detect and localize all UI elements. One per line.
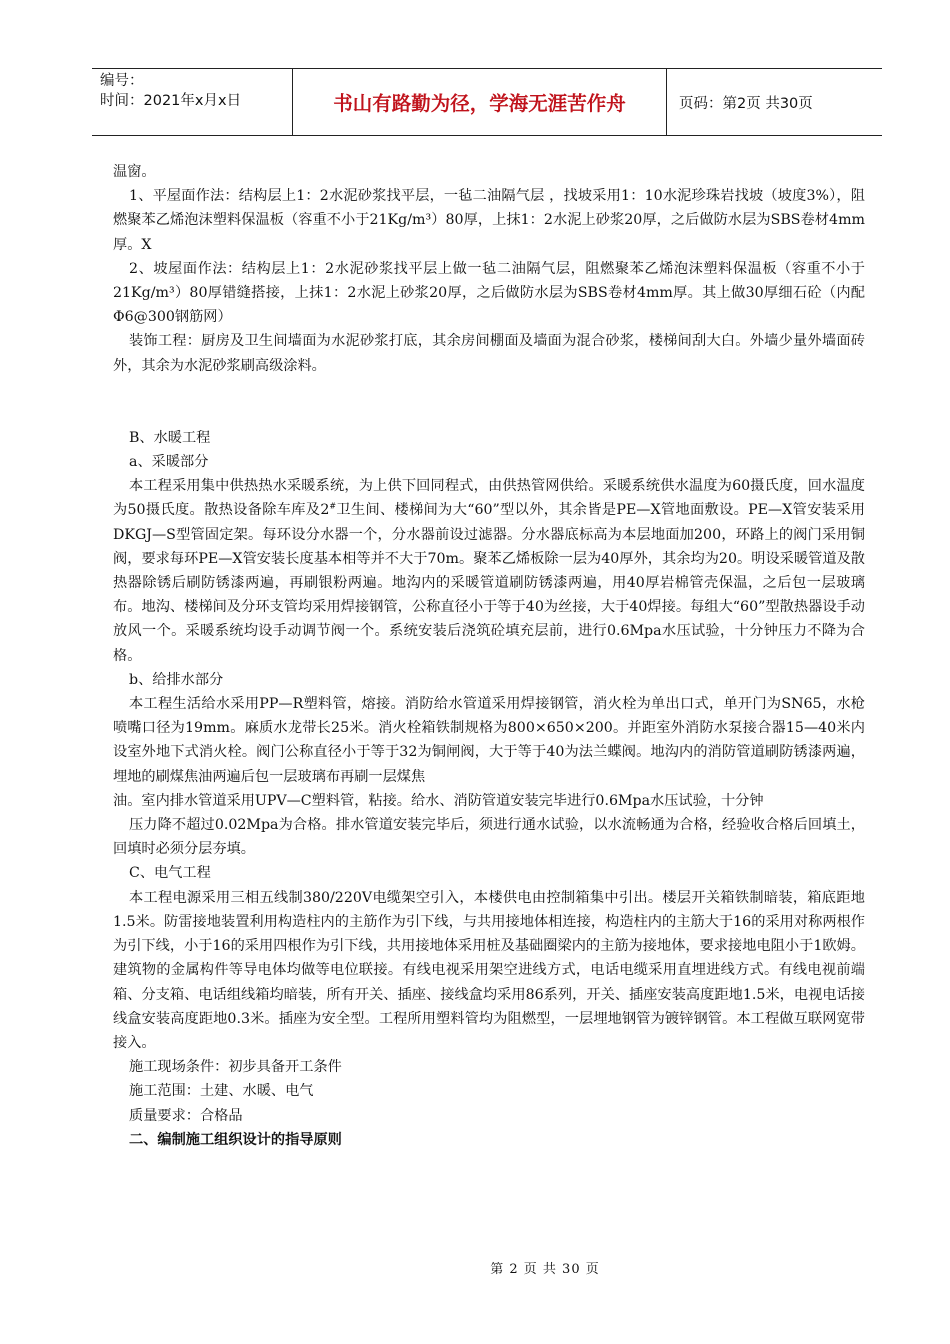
- document-body: [113, 160, 865, 1152]
- spacer: [113, 378, 865, 426]
- footer-page-number: 第 2 页 共 30 页: [490, 1262, 600, 1277]
- text-run: 本工程采用集中供热热水采暖系统，为上供下回同程式，由供热管网供给。采暖系统供水温度为60摄氏度，回水温度为50摄氏度。散热设备除车库及2: [113, 478, 865, 519]
- header-meta: [92, 69, 292, 135]
- text-run: 卫生间、楼梯间为大“60”型以外，其余皆是PE—X管地面敷设。PE—X管安装采用DKGJ—S型管固定架。每环设分水器一个，分水器前设过滤器。分水器底标高为本层地面加200，环路上的阀门采用铜阀，要求每环PE—X管安装长度基本相等并不大于70m。聚苯乙烯板除一层为40厚外，其余均为20。明设采暖管道及散热器除锈后刷防锈漆两遍，再刷银粉两遍。地沟内的采暖管道刷防锈漆两遍，用40厚岩棉管壳保温，之后包一层玻璃布。地沟、楼梯间及分环支管均采用焊接钢管，公称直径小于等于40为丝接，大于40焊接。每组大“60”型散热器设手动放风一个。采暖系统均设手动调节阀一个。系统安装后浇筑砼填充层前，进行0.6Mpa水压试验，十分钟压力不降为合格。: [113, 502, 865, 664]
- paragraph: 施工范围：土建、水暖、电气: [129, 1083, 314, 1100]
- section-heading: 二、编制施工组织设计的指导原则: [129, 1131, 342, 1148]
- time-label: 时间：2021年x月x日: [100, 93, 242, 109]
- paragraph: 油。室内排水管道采用UPV—C塑料管，粘接。给水、消防管道安装完毕进行0.6Mpa水压试验，十分钟: [113, 792, 764, 809]
- paragraph: 装饰工程：厨房及卫生间墙面为水泥砂浆打底，其余房间棚面及墙面为混合砂浆，楼梯间刮大白。外墙少量外墙面砖外，其余为水泥砂浆刷高级涂料。: [113, 333, 865, 374]
- paragraph: 质量要求：合格品: [129, 1107, 243, 1124]
- header-motto: 书山有路勤为径，学海无涯苦作舟: [292, 69, 667, 135]
- paragraph: 2、坡屋面作法：结构层上1：2水泥砂浆找平层上做一毡二油隔气层，阻燃聚苯乙烯泡沫塑料保温板（容重不小于21Kg/m³）80厚错缝搭接，上抹1：2水泥上砂浆20厚，之后做防水层为SBS卷材4mm厚。其上做30厚细石砼（内配Φ6@300钢筋网）: [113, 260, 865, 326]
- section-heading: C、电气工程: [129, 865, 211, 882]
- subsection-heading: b、给排水部分: [129, 671, 224, 688]
- paragraph: [113, 474, 865, 668]
- paragraph: 1、平屋面作法：结构层上1：2水泥砂浆找平层，一毡二油隔气层 ，找坡采用1：10水泥珍珠岩找坡（坡度3%），阻燃聚苯乙烯泡沫塑料保温板（容重不小于21Kg/m³）80厚，上抹1：2水泥上砂浆20厚，之后做防水层为SBS卷材4mm厚。X: [113, 188, 865, 253]
- paragraph: 压力降不超过0.02Mpa为合格。排水管道安装完毕后，须进行通水试验，以水流畅通为合格，经验收合格后回填土，回填时必须分层夯填。: [113, 817, 865, 858]
- paragraph: 施工现场条件：初步具备开工条件: [129, 1059, 342, 1076]
- page-header: [92, 68, 882, 136]
- page-footer: [0, 1258, 950, 1277]
- header-page-number: 页码：第2页 共30页: [679, 95, 813, 112]
- paragraph: 本工程生活给水采用PP—R塑料管，熔接。消防给水管道采用焊接钢管，消火栓为单出口式，单开门为SN65，水枪喷嘴口径为19mm。麻质水龙带长25米。消火栓箱铁制规格为800×650×200。并距室外消防水泵接合器15—40米内设室外地下式消火栓。阀门公称直径小于等于32为铜闸阀，大于等于40为法兰蝶阀。地沟内的消防管道刷防锈漆两遍，埋地的刷煤焦油两遍后包一层玻璃布再刷一层煤焦: [113, 696, 865, 785]
- superscript: #: [329, 501, 337, 511]
- subsection-heading: a、采暖部分: [129, 454, 209, 471]
- serial-label: 编号：: [100, 73, 144, 89]
- section-heading: B、水暖工程: [129, 429, 211, 446]
- paragraph: 温窗。: [113, 164, 156, 180]
- paragraph: 本工程电源采用三相五线制380/220V电缆架空引入，本楼供电由控制箱集中引出。楼层开关箱铁制暗装，箱底距地1.5米。防雷接地装置利用构造柱内的主筋作为引下线，与共用接地体相连接，构造柱内的主筋大于16的采用对称两根作为引下线，小于16的采用四根作为引下线，共用接地体采用桩及基础圈梁内的主筋为接地体，要求接地电阻小于1欧姆。建筑物的金属构件等导电体均做等电位联接。有线电视采用架空进线方式，电话电缆采用直埋进线方式。有线电视前端箱、分支箱、电话组线箱均暗装，所有开关、插座、接线盒均采用86系列，开关、插座安装高度距地1.5米，电视电话接线盒安装高度距地0.3米。插座为安全型。工程所用塑料管均为阻燃型，一层埋地钢管为镀锌钢管。本工程做互联网宽带接入。: [113, 889, 865, 1051]
